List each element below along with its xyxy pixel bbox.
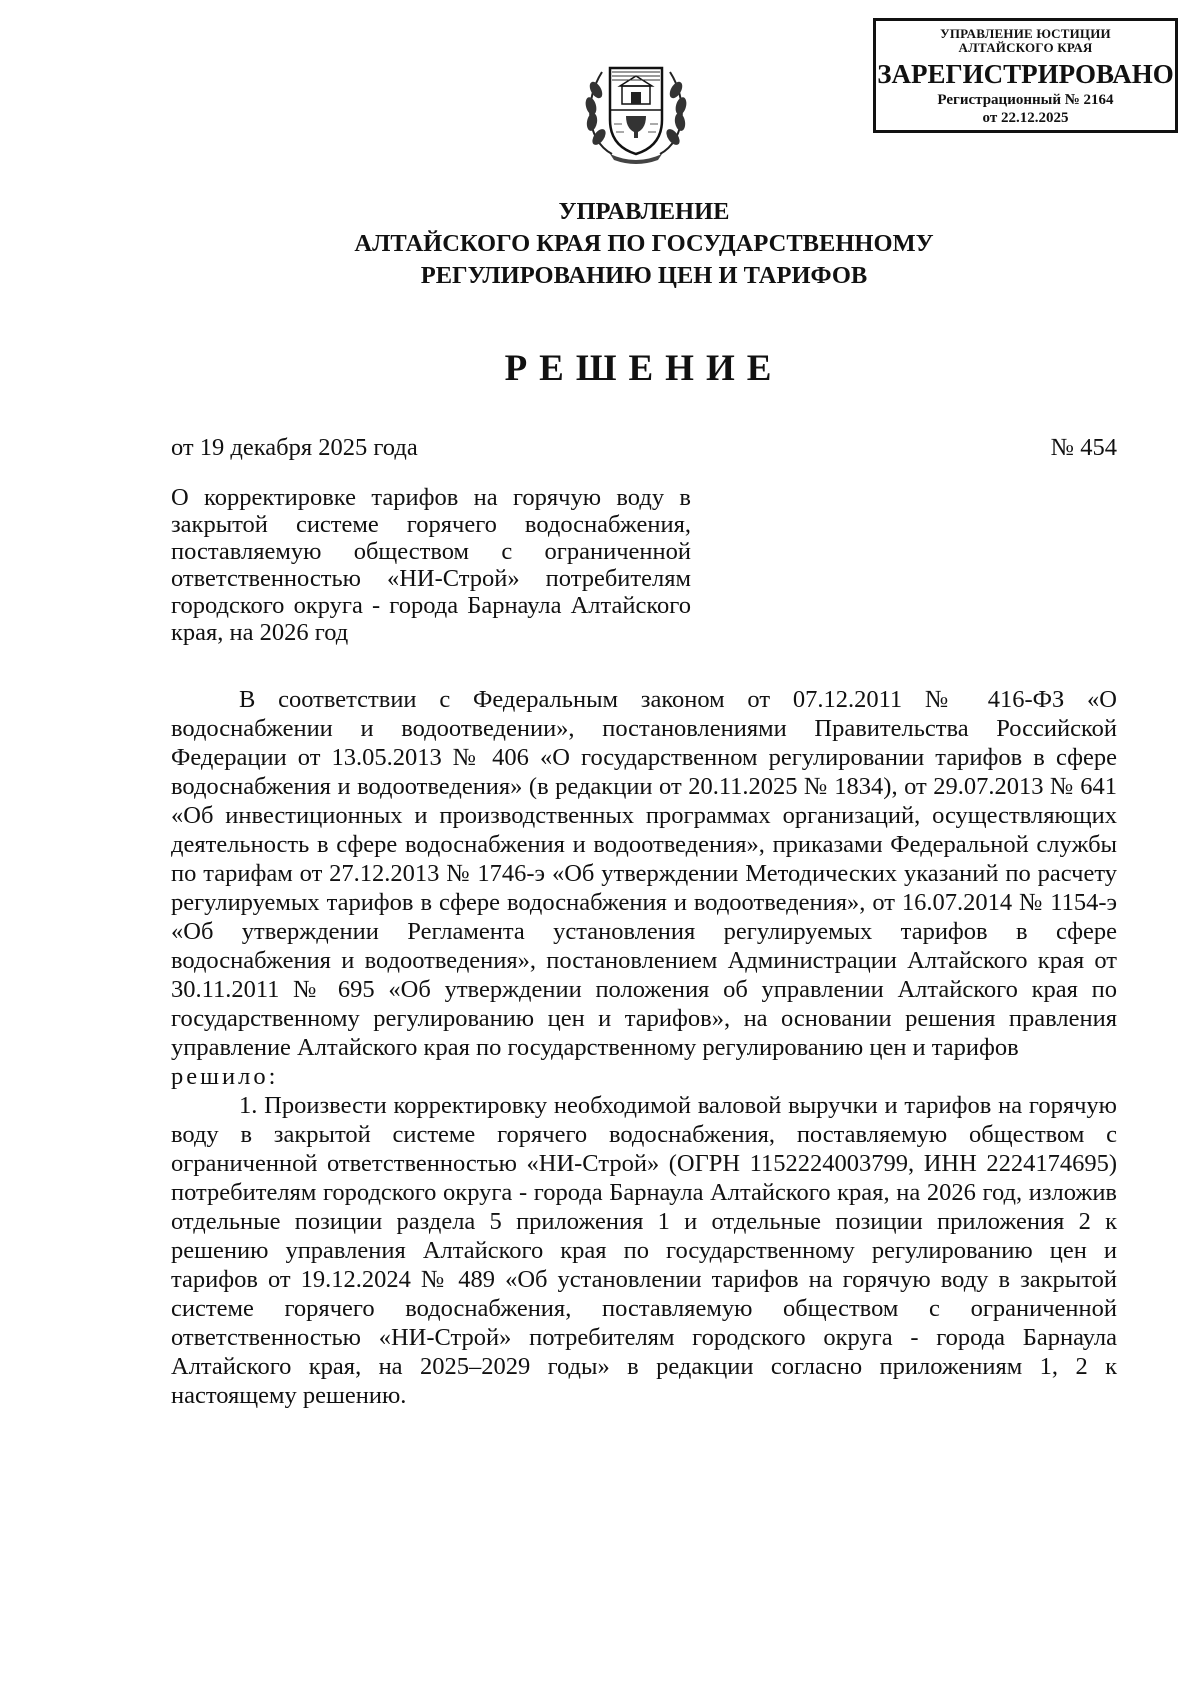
stamp-org-line1: УПРАВЛЕНИЕ ЮСТИЦИИ: [940, 26, 1111, 41]
document-body: [171, 685, 1117, 1410]
document-type: РЕШЕНИЕ: [504, 348, 784, 389]
coat-of-arms-icon: [576, 50, 696, 168]
stamp-org-line2: АЛТАЙСКОГО КРАЯ: [958, 40, 1093, 55]
preamble-paragraph: В соответствии с Федеральным законом от 07.12.2011 № 416-ФЗ «О водоснабжении и водоотведении», постановлениями Правительства Российской Федерации от 13.05.2013 № 406 «О государственном регулировании тарифов в сфере водоснабжения и водоотведения» (в редакции от 20.11.2025 № 1834), от 29.07.2013 № 641 «Об инвестиционных и производственных программах организаций, осуществляющих деятельность в сфере водоснабжения и водоотведения», приказами Федеральной службы по тарифам от 27.12.2013 № 1746-э «Об утверждении Методических указаний по расчету регулируемых тарифов в сфере водоснабжения и водоотведения», от 16.07.2014 № 1154-э «Об утверждении Регламента установления регулируемых тарифов в сфере водоснабжения и водоотведения», постановлением Администрации Алтайского края от 30.11.2011 № 695 «Об утверждении положения об управлении Алтайского края по государственному регулированию цен и тарифов», на основании решения правления управление Алтайского края по государственному регулированию цен и тарифов: [171, 686, 1117, 1061]
org-title-line1: УПРАВЛЕНИЕ: [558, 198, 730, 225]
date-number-line: [171, 434, 1117, 466]
document-subject: О корректировке тарифов на горячую воду в закрытой системе горячего водоснабжения, поставляемую обществом с ограниченной ответственностью «НИ-Строй» потребителям городского округа - города Барнаула Алтайского края, на 2026 год: [171, 484, 691, 646]
organization-title: [200, 196, 1088, 292]
registration-stamp: [873, 18, 1178, 133]
decided-label: решило:: [171, 1063, 279, 1090]
document-date: от 19 декабря 2025 года: [171, 434, 418, 461]
document-number: № 454: [1050, 434, 1117, 461]
org-title-line2: АЛТАЙСКОГО КРАЯ ПО ГОСУДАРСТВЕННОМУ: [354, 230, 934, 257]
stamp-reg-number: Регистрационный № 2164: [937, 92, 1114, 108]
stamp-status: ЗАРЕГИСТРИРОВАНО: [877, 59, 1174, 89]
item-1-paragraph: 1. Произвести корректировку необходимой валовой выручки и тарифов на горячую воду в закрытой системе горячего водоснабжения, поставляемую обществом с ограниченной ответственностью «НИ-Строй» (ОГРН 1152224003799, ИНН 2224174695) потребителям городского округа - города Барнаула Алтайского края, на 2026 год, изложив отдельные позиции раздела 5 приложения 1 и отдельные позиции приложения 2 к решению управления Алтайского края по государственному регулированию цен и тарифов от 19.12.2024 № 489 «Об установлении тарифов на горячую воду в закрытой системе горячего водоснабжения, поставляемую обществом с ограниченной ответственностью «НИ-Строй» потребителям городского округа - города Барнаула Алтайского края, на 2025–2029 годы» в редакции согласно приложениям 1, 2 к настоящему решению.: [171, 1092, 1117, 1409]
org-title-line3: РЕГУЛИРОВАНИЮ ЦЕН И ТАРИФОВ: [420, 262, 868, 289]
stamp-reg-date: от 22.12.2025: [982, 110, 1069, 126]
